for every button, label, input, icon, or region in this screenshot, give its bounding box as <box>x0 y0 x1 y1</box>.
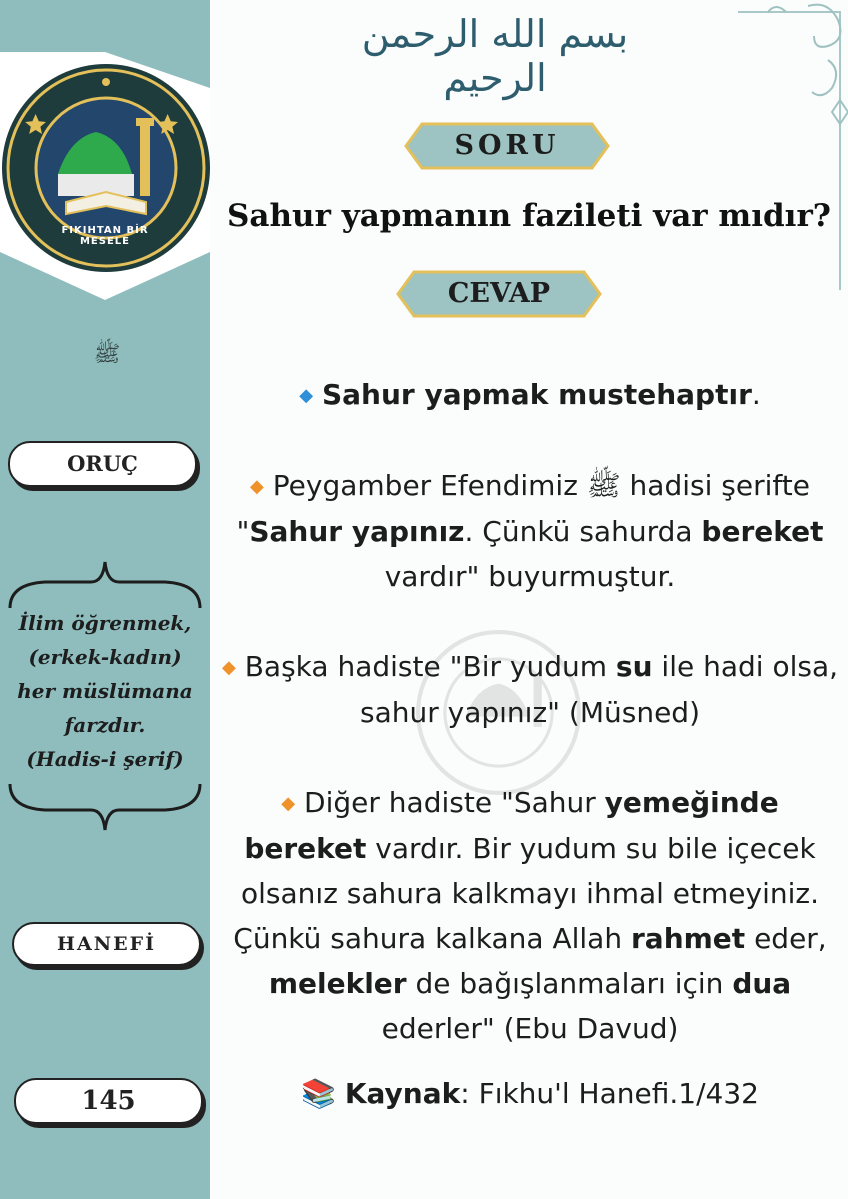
text: . Çünkü sahurda <box>464 515 702 548</box>
question-number-badge: 145 <box>14 1078 203 1124</box>
quote-line: (Hadis-i şerif) <box>26 747 184 771</box>
emphasis: melekler <box>268 967 407 1000</box>
question-title: Sahur yapmanın fazileti var mıdır? <box>227 198 831 234</box>
text: vardır. Bir yudum su bile içecek olsanız sahura kalkmayı ihmal etmeyiniz. Çünkü sahura kalkana Allah <box>233 832 819 955</box>
cevap-label: CEVAP <box>447 278 551 309</box>
text: eder, <box>745 922 827 955</box>
hadith-quote <box>0 606 210 776</box>
sidebar <box>0 0 210 1199</box>
emphasis: yemeğinde <box>604 786 779 819</box>
text: Diğer hadiste "Sahur <box>304 786 605 819</box>
quote-line: her müslümana <box>17 679 193 703</box>
emphasis: rahmet <box>630 922 746 955</box>
cevap-ribbon <box>396 270 602 318</box>
answer-paragraph-3 <box>220 644 840 735</box>
category-badge: ORUÇ <box>8 441 197 487</box>
text: de bağışlanmaları için <box>406 967 733 1000</box>
quote-line: (erkek-kadın) <box>28 645 182 669</box>
source-label: Kaynak <box>344 1077 461 1110</box>
emphasis: bereket <box>701 515 824 548</box>
text: Başka hadiste "Bir yudum <box>244 650 616 683</box>
answer-paragraph-1 <box>220 372 840 418</box>
bismillah-calligraphy: بسم الله الرحمن الرحيم <box>361 12 629 100</box>
books-icon: 📚 <box>301 1077 336 1110</box>
logo-text: FIKIHTAN BİR MESELE <box>61 225 149 247</box>
source-value: : Fıkhu'l Hanefi.1/432 <box>460 1077 759 1110</box>
text: ederler" (Ebu Davud) <box>381 1012 679 1045</box>
source-citation <box>220 1077 840 1110</box>
emphasis: Sahur yapmak mustehaptır <box>321 378 752 411</box>
soru-ribbon <box>404 122 610 170</box>
text: hadisi şerifte " <box>236 469 810 548</box>
salawat-glyph: ﷺ <box>93 342 121 367</box>
corner-frame-decoration <box>728 0 848 300</box>
emphasis: su <box>615 650 653 683</box>
text: . <box>751 378 761 411</box>
text: Peygamber Efendimiz <box>272 469 587 502</box>
salawat-glyph: ﷺ <box>586 469 621 502</box>
answer-paragraph-2 <box>220 463 840 599</box>
soru-label: SORU <box>454 130 560 161</box>
emphasis: dua <box>732 967 792 1000</box>
emphasis: Sahur yapınız <box>249 515 465 548</box>
diamond-bullet-icon: ◆ <box>299 385 314 406</box>
diamond-bullet-icon: ◆ <box>221 657 236 678</box>
emphasis: bereket <box>244 832 367 865</box>
diamond-bullet-icon: ◆ <box>250 476 264 497</box>
answer-paragraph-4 <box>220 780 840 1051</box>
diamond-bullet-icon: ◆ <box>281 793 296 814</box>
text: ile hadi olsa, sahur yapınız" (Müsned) <box>359 650 839 729</box>
answer-body <box>220 372 840 1096</box>
text: vardır" buyurmuştur. <box>384 560 676 593</box>
quote-line: farzdır. <box>64 713 146 737</box>
madhhab-badge: HANEFİ <box>12 922 201 966</box>
quote-line: İlim öğrenmek, <box>18 611 192 635</box>
